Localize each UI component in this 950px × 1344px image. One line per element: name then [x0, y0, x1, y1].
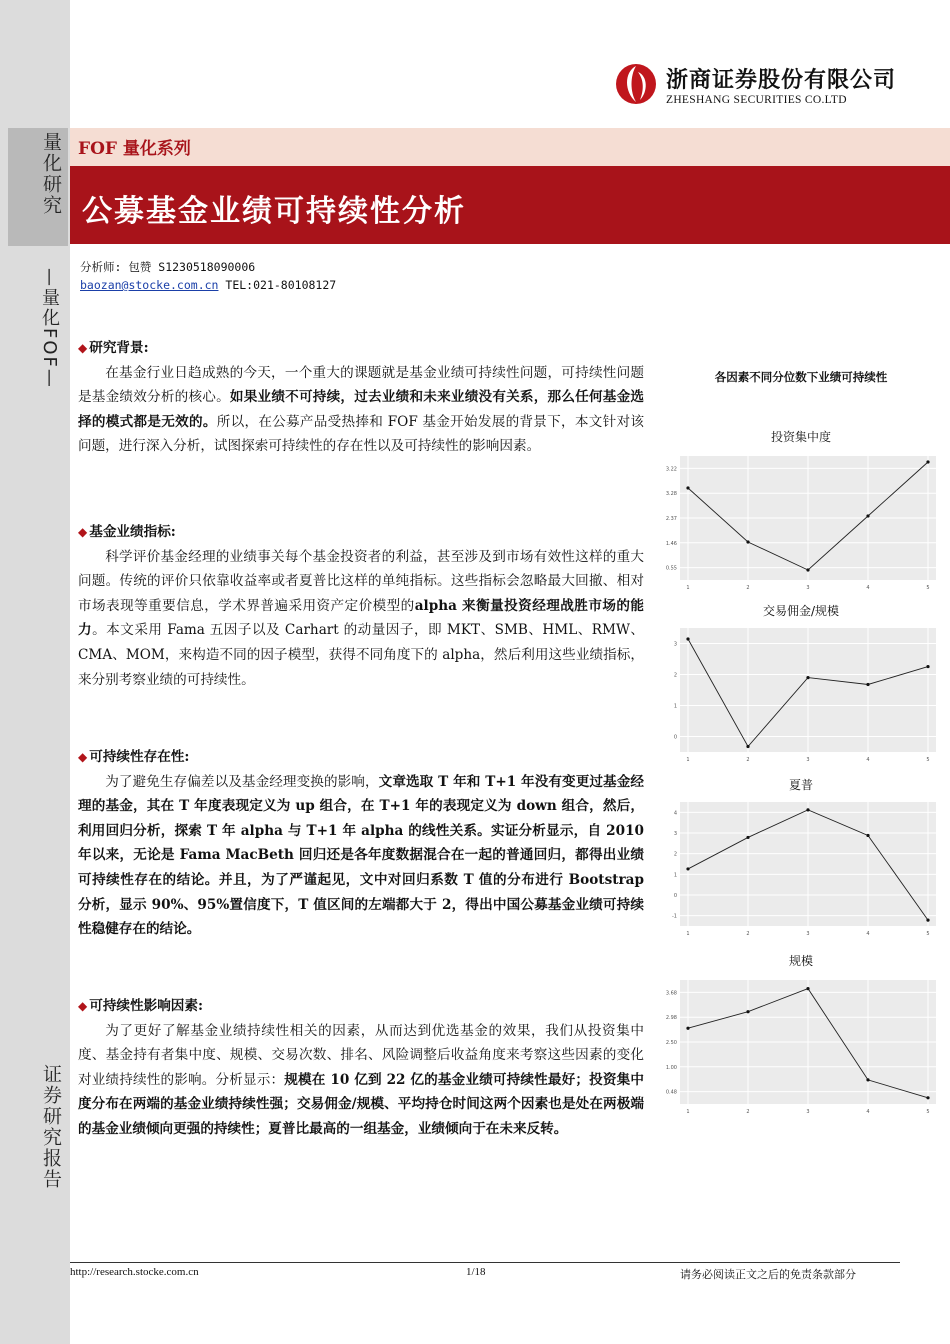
x-tick-label: 2 [746, 931, 750, 937]
y-tick-label: 3.22 [665, 466, 677, 473]
y-tick-label: 0.55 [665, 565, 677, 572]
chart-title: 夏普 [788, 778, 813, 792]
y-tick-label: 1.46 [665, 540, 677, 547]
data-point [866, 834, 869, 837]
diamond-bullet-icon: ◆ [78, 999, 88, 1013]
y-tick-label: 2.98 [665, 1015, 677, 1022]
y-tick-label: 0 [673, 734, 677, 741]
data-point [746, 1010, 749, 1013]
chart-size [660, 976, 942, 1124]
y-tick-label: -1 [672, 913, 677, 920]
x-tick-label: 4 [866, 757, 870, 763]
data-point [806, 987, 809, 990]
section-heading: ◆ 研究背景: [78, 336, 644, 361]
diamond-bullet-icon: ◆ [78, 525, 88, 539]
x-tick-label: 1 [686, 1109, 690, 1115]
data-point [686, 637, 689, 640]
data-point [806, 808, 809, 811]
x-tick-label: 1 [686, 757, 690, 763]
rail-bottom-label: 证券研究报告 [40, 1064, 62, 1190]
chart-title: 投资集中度 [770, 430, 831, 444]
x-tick-label: 5 [926, 931, 930, 937]
analyst-line: 分析师: 包赞 S1230518090006 [80, 260, 256, 274]
data-point [926, 460, 929, 463]
x-tick-label: 4 [866, 1109, 870, 1115]
paragraph: 在基金行业日趋成熟的今天，一个重大的课题就是基金业绩可持续性问题，可持续性问题是基金绩效分析的核心。如果业绩不可持续，过去业绩和未来业绩没有关系，那么任何基金选择的模式都是无效的。所以，在公募产品受热捧和 FOF 基金开始发展的背景下，本文针对该问题，进行深入分析，试图探索可持续性的存在性以及可持续性的影响因素。 [78, 364, 645, 455]
y-tick-label: 4 [673, 810, 677, 817]
diamond-bullet-icon: ◆ [78, 341, 88, 355]
logo-cn-text: 浙商证券股份有限公司 [666, 67, 897, 93]
section-background [78, 336, 644, 459]
rail-mid-label: —量化FOF— [39, 268, 60, 389]
data-point [926, 1096, 929, 1099]
x-tick-label: 5 [926, 585, 930, 591]
diamond-bullet-icon: ◆ [78, 750, 88, 764]
y-tick-label: 0 [673, 893, 677, 899]
series-title: FOF 量化系列 [78, 139, 191, 159]
analyst-email-link[interactable]: baozan@stocke.com.cn [80, 278, 219, 292]
chart-title: 规模 [788, 954, 813, 968]
analyst-block [80, 258, 336, 294]
x-tick-label: 3 [806, 757, 810, 763]
section-heading: ◆ 可持续性影响因素: [78, 994, 644, 1019]
x-tick-label: 1 [686, 931, 690, 937]
footer-divider [70, 1262, 900, 1263]
y-tick-label: 2.50 [665, 1040, 677, 1046]
y-tick-label: 3 [673, 831, 677, 837]
data-point [746, 745, 749, 748]
section-factors [78, 994, 644, 1142]
data-point [926, 918, 929, 921]
page-number: 1/18 [466, 1266, 486, 1278]
data-point [866, 514, 869, 517]
chart-commission [660, 624, 942, 772]
y-tick-label: 1.00 [665, 1064, 677, 1071]
data-point [926, 665, 929, 668]
section-heading: ◆ 可持续性存在性: [78, 745, 644, 770]
x-tick-label: 3 [806, 585, 810, 591]
contact-line [80, 276, 336, 294]
chart-svg [660, 798, 942, 946]
series-band [70, 128, 950, 166]
rail-top-label: 量化研究 [40, 132, 62, 216]
data-point [686, 486, 689, 489]
y-tick-label: 2.37 [665, 516, 677, 522]
y-tick-label: 3 [673, 641, 677, 648]
data-point [806, 568, 809, 571]
y-tick-label: 2 [673, 851, 677, 858]
data-point [866, 1078, 869, 1081]
x-tick-label: 5 [926, 757, 930, 763]
y-tick-label: 3.28 [665, 491, 677, 498]
x-tick-label: 2 [746, 585, 750, 591]
chart-svg [660, 624, 942, 772]
x-tick-label: 4 [866, 931, 870, 937]
x-tick-label: 4 [866, 585, 870, 591]
paragraph: 为了更好了解基金业绩持续性相关的因素，从而达到优选基金的效果，我们从投资集中度、基金持有者集中度、规模、交易次数、排名、风险调整后收益角度来考察这些因素的变化对业绩持续性的影响。分析显示：规模在 10 亿到 22 亿的基金业绩可持续性最好；投资集中度分布在两端的基金业绩持续性强；交易佣金/规模、平均持仓时间这两个因素也是处在两极端的基金业绩倾向更强的持续性；夏普比最高的一组基金，业绩倾向于在未来反转。 [78, 1022, 645, 1137]
data-point [746, 836, 749, 839]
charts-title: 各因素不同分位数下业绩可持续性 [714, 370, 888, 384]
chart-title: 交易佣金/规模 [762, 604, 840, 618]
chart-svg [660, 452, 942, 600]
data-point [806, 676, 809, 679]
logo-mark-icon [614, 62, 658, 106]
x-tick-label: 3 [806, 931, 810, 937]
chart-svg [660, 976, 942, 1124]
x-tick-label: 2 [746, 1109, 750, 1115]
data-point [866, 683, 869, 686]
company-logo [614, 62, 896, 106]
x-tick-label: 2 [746, 757, 750, 763]
chart-concentration [660, 452, 942, 600]
y-tick-label: 0.48 [665, 1089, 677, 1096]
footer-disclaimer: 请务必阅读正文之后的免责条款部分 [680, 1268, 856, 1281]
y-tick-label: 2 [673, 672, 677, 679]
section-existence [78, 745, 644, 942]
x-tick-label: 1 [686, 585, 690, 591]
section-metrics [78, 520, 644, 692]
footer-url-link[interactable]: http://research.stocke.com.cn [70, 1266, 199, 1278]
section-heading: ◆ 基金业绩指标: [78, 520, 644, 545]
data-point [746, 540, 749, 543]
x-tick-label: 5 [926, 1109, 930, 1115]
analyst-tel: TEL:021-80108127 [218, 278, 337, 292]
logo-en-text: ZHESHANG SECURITIES CO.LTD [666, 93, 847, 106]
page-title: 公募基金业绩可持续性分析 [82, 194, 466, 229]
y-tick-label: 3.68 [665, 990, 677, 997]
y-tick-label: 1 [673, 703, 677, 710]
y-tick-label: 1 [673, 872, 677, 879]
paragraph: 为了避免生存偏差以及基金经理变换的影响，文章选取 T 年和 T+1 年没有变更过基金经理的基金，其在 T 年度表现定义为 up 组合，在 T+1 年的表现定义为 down 组合，然后，利用回归分析，探索 T 年 alpha 与 T+1 年 alpha 的线性关系。实证分析显示，自 2010 年以来，无论是 Fama MacBeth 回归还是各年度数据混合在一起的普通回归，都得出业绩可持续性存在的结论。并且，为了严谨起见，文中对回归系数 T 值的分布进行 Bootstrap 分析，显示 90%、95%置信度下，T 值区间的左端都大于 2，得出中国公募基金业绩可持续性稳健存在的结论。 [78, 773, 645, 938]
data-point [686, 1027, 689, 1030]
chart-sharpe [660, 798, 942, 946]
data-point [686, 867, 689, 870]
paragraph: 科学评价基金经理的业绩事关每个基金投资者的利益，甚至涉及到市场有效性这样的重大问题。传统的评价只依靠收益率或者夏普比这样的单纯指标。这些指标会忽略最大回撤、相对市场表现等重要信息，学术界普遍采用资产定价模型的alpha 来衡量投资经理战胜市场的能力。本文采用 Fama 五因子以及 Carhart 的动量因子，即 MKT、SMB、HML、RMW、CMA、MOM，来构造不同的因子模型，获得不同角度下的 alpha，然后利用这些业绩指标，来分别考察业绩的可持续性。 [78, 548, 645, 688]
x-tick-label: 3 [806, 1109, 810, 1115]
